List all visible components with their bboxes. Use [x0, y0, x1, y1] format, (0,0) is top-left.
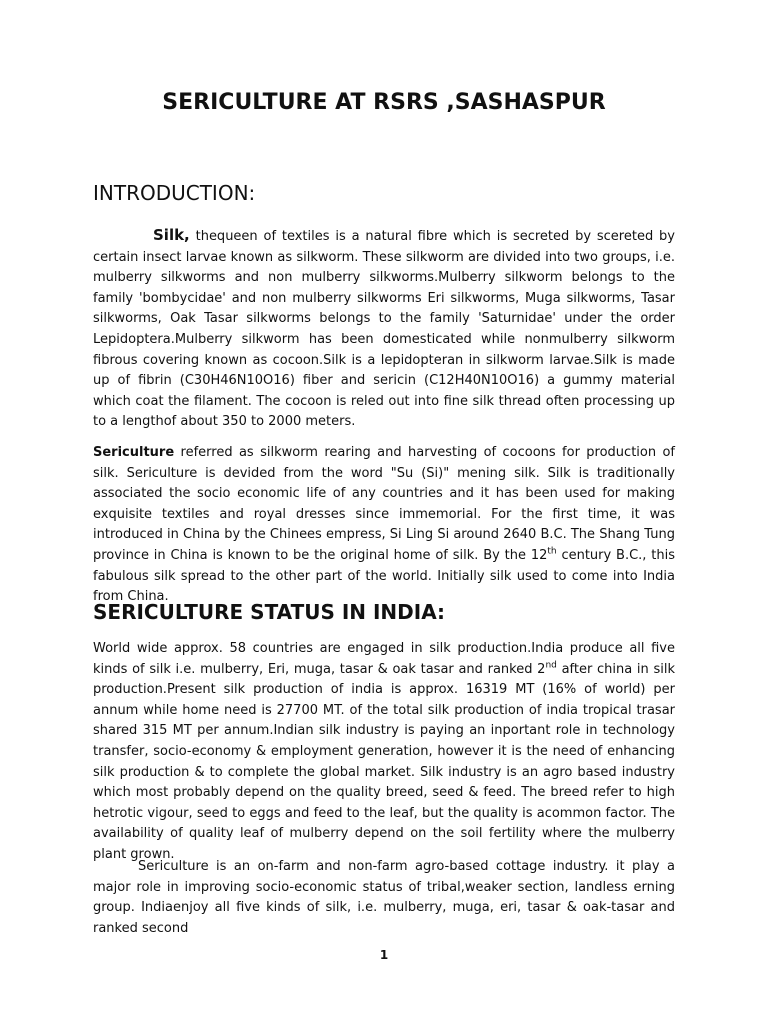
document-title: SERICULTURE AT RSRS ,SASHASPUR: [162, 90, 606, 115]
silk-lead-word: Silk,: [153, 226, 190, 244]
status-paragraph: [93, 639, 675, 866]
cottage-industry-text: Sericulture is an on-farm and non-farm agro-based cottage industry. it play a major role in improving socio-economic status of tribal,weaker section, landless erning group. Indiaenjoy all five kinds of silk, i.e. mulberry, muga, eri, tasar & oak-tasar and ranked second: [93, 859, 675, 936]
intro-paragraph: [93, 225, 675, 433]
sericulture-paragraph-text-a: referred as silkworm rearing and harvesting of cocoons for production of silk. Sericulture is devided from the word "Su (Si)" mening silk. Silk is traditionally associated the socio economic life of any countries and it has been used for making exquisite textiles and royal dresses since immemorial. For the first time, it was introduced in China by the Chinees empress, Si Ling Si around 2640 B.C. The Shang Tung province in China is known to be the original home of silk. By the 12: [93, 445, 675, 563]
superscript-nd: nd: [545, 660, 557, 671]
cottage-industry-paragraph: [93, 857, 675, 939]
page-number: 1: [379, 948, 389, 962]
status-paragraph-text-a: World wide approx. 58 countries are engaged in silk production.India produce all five kinds of silk i.e. mulberry, Eri, muga, tasar & oak tasar and ranked 2: [93, 641, 675, 677]
intro-paragraph-text: thequeen of textiles is a natural fibre which is secreted by scereted by certain insect larvae known as silkworm. These silkworm are divided into two groups, i.e. mulberry silkworms and non mulberry silkworms.Mulberry silkworm belongs to the family 'bombycidae' and non mulberry silkworms Eri silkworms, Muga silkworms, Tasar silkworms, Oak Tasar silkworms belongs to the family 'Saturnidae' under the order Lepidoptera.Mulberry silkworm has been domesticated while nonmulberry silkworm fibrous covering known as cocoon.Silk is a lepidopteran in silkworm larvae.Silk is made up of fibrin (C30H46N10O16) fiber and sericin (C12H40N10O16) a gummy material which coat the filament. The cocoon is reled out into fine silk thread often processing up to a lengthof about 350 to 2000 meters.: [93, 229, 675, 430]
status-heading: SERICULTURE STATUS IN INDIA:: [93, 600, 446, 624]
status-paragraph-text-b: after china in silk production.Present silk production of india is approx. 16319 MT (16% of world) per annum while home need is 27700 MT. of the total silk production of india tropical trasar shared 315 MT per annum.Indian silk industry is paying an inportant role in technology transfer, socio-economy & employment generation, however it is the need of enhancing silk production & to complete the global market. Silk industry is an agro based industry which most probably depend on the quality breed, seed & feed. The breed refer to high hetrotic vigour, seed to eggs and feed to the leaf, but the quality is acommon factor. The availability of quality leaf of mulberry depend on the soil fertility where the mulberry plant grown.: [93, 661, 675, 862]
sericulture-paragraph-text-b: century B.C., this fabulous silk spread to the other part of the world. Initially silk used to come into India from China.: [93, 547, 675, 605]
sericulture-paragraph: [93, 443, 675, 608]
superscript-th: th: [547, 546, 557, 557]
introduction-heading: INTRODUCTION:: [93, 181, 256, 205]
sericulture-lead-word: Sericulture: [93, 445, 175, 460]
